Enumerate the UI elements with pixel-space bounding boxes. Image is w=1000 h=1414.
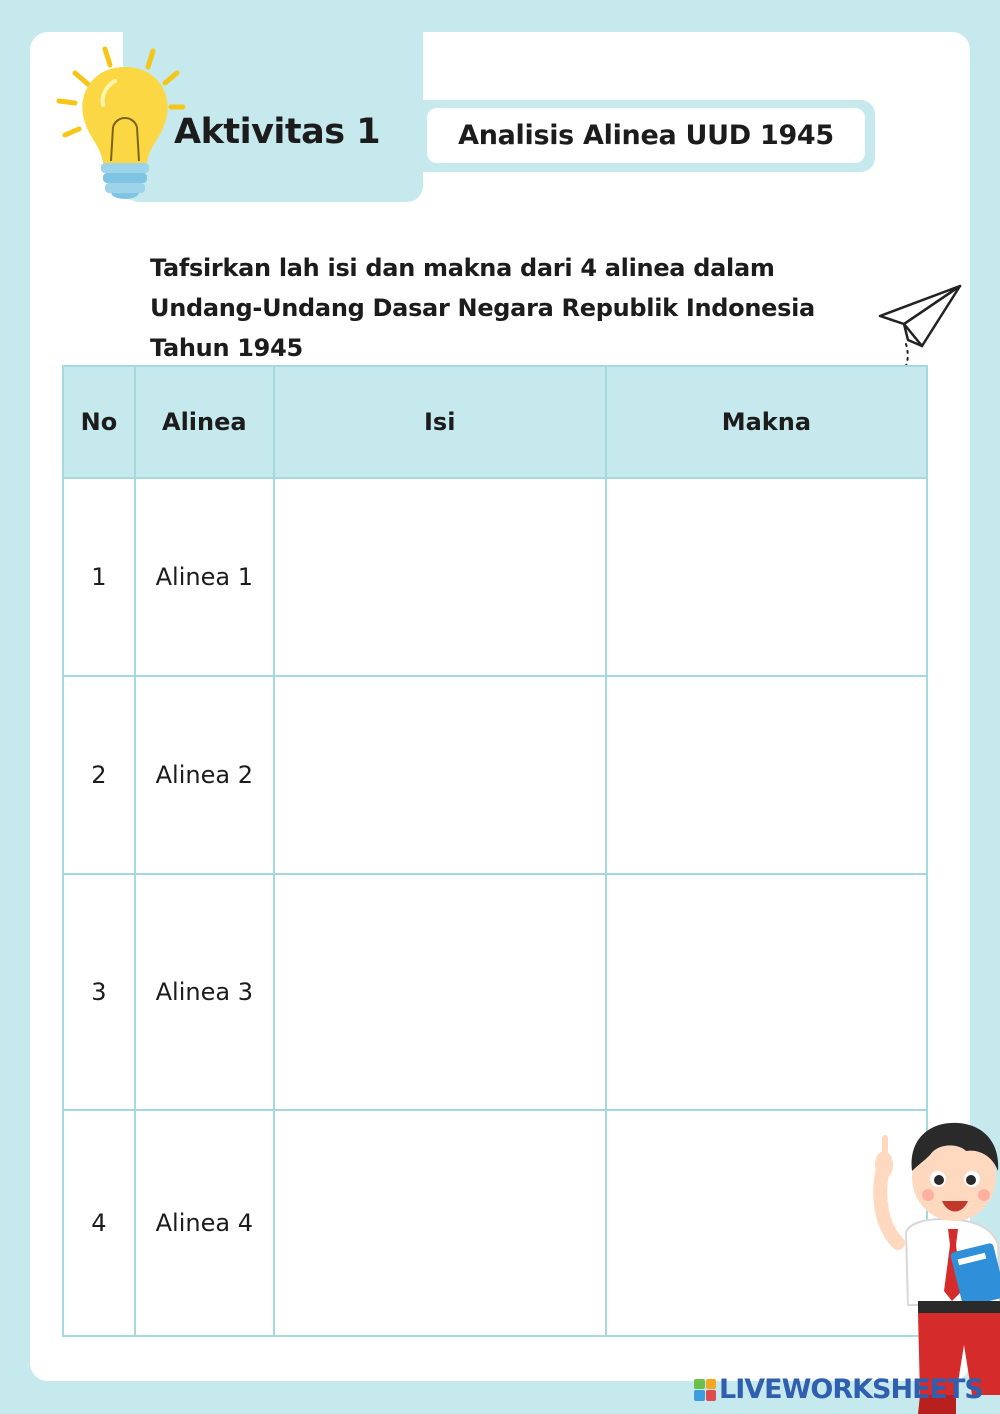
- row-number: 3: [63, 874, 135, 1110]
- row-alinea: Alinea 2: [135, 676, 274, 874]
- table-header-row: [63, 366, 927, 478]
- makna-answer-cell[interactable]: [606, 478, 927, 676]
- liveworksheets-logo-icon: [694, 1379, 716, 1401]
- table-row: [63, 478, 927, 676]
- page-subtitle: Analisis Alinea UUD 1945: [427, 108, 865, 163]
- table-row: [63, 676, 927, 874]
- isi-answer-cell[interactable]: [274, 478, 606, 676]
- column-header-alinea: Alinea: [135, 366, 274, 478]
- column-header-isi: Isi: [274, 366, 606, 478]
- table-row: [63, 874, 927, 1110]
- table-row: [63, 1110, 927, 1336]
- isi-answer-cell[interactable]: [274, 676, 606, 874]
- row-alinea: Alinea 1: [135, 478, 274, 676]
- analysis-table: [62, 365, 928, 1337]
- column-header-makna: Makna: [606, 366, 927, 478]
- row-number: 4: [63, 1110, 135, 1336]
- row-number: 1: [63, 478, 135, 676]
- makna-answer-cell[interactable]: [606, 874, 927, 1110]
- page-title: Aktivitas 1: [174, 112, 381, 152]
- row-alinea: Alinea 3: [135, 874, 274, 1110]
- row-alinea: Alinea 4: [135, 1110, 274, 1336]
- student-illustration: [868, 1115, 1000, 1414]
- makna-answer-cell[interactable]: [606, 676, 927, 874]
- instruction-text: Tafsirkan lah isi dan makna dari 4 alinea dalam Undang-Undang Dasar Negara Republik Indonesia Tahun 1945: [150, 254, 815, 362]
- isi-answer-cell[interactable]: [274, 1110, 606, 1336]
- brand-text: LIVEWORKSHEETS: [719, 1374, 983, 1405]
- isi-answer-cell[interactable]: [274, 874, 606, 1110]
- liveworksheets-brand: [694, 1374, 983, 1405]
- row-number: 2: [63, 676, 135, 874]
- column-header-no: No: [63, 366, 135, 478]
